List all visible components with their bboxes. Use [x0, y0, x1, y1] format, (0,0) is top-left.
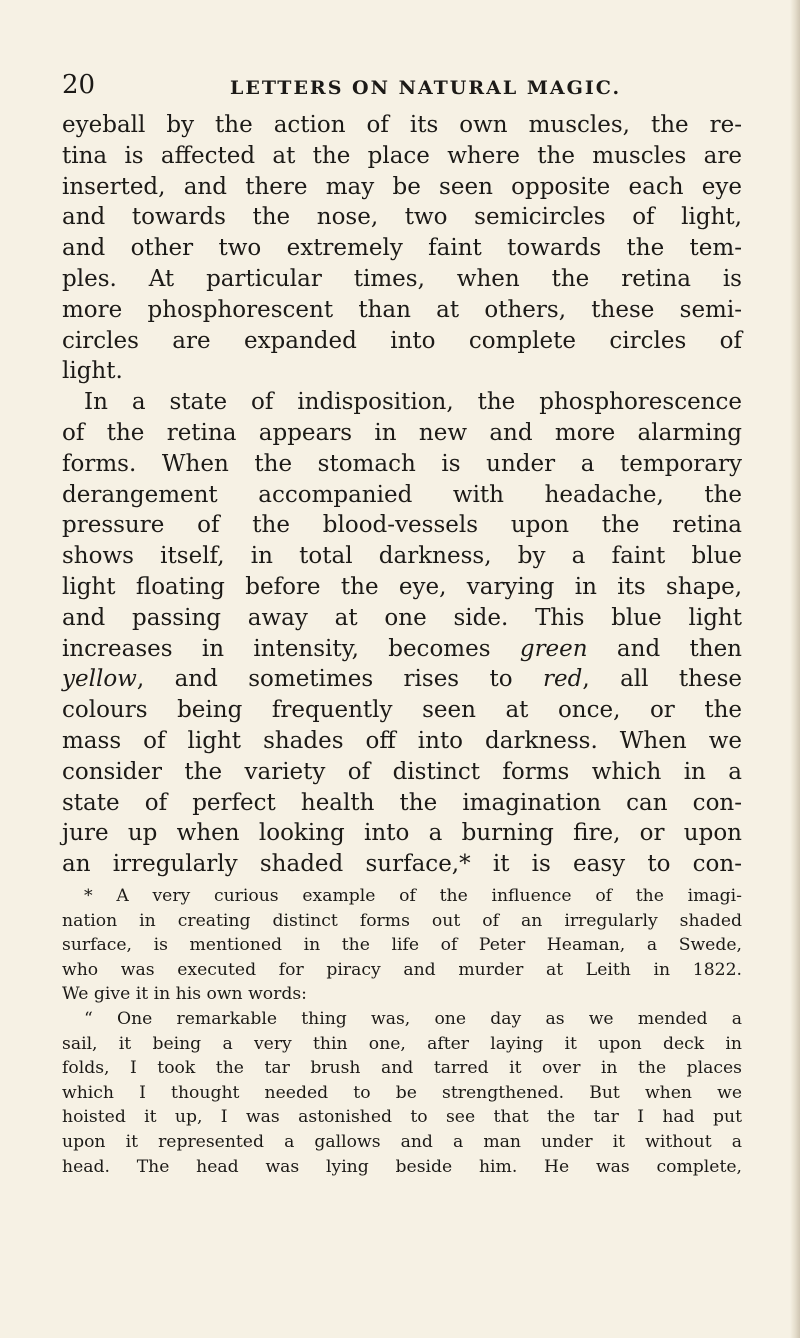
footnote-line: * A very curious example of the influence of the imagi- [84, 886, 742, 906]
text-line: tina is affected at the place where the muscles are [62, 142, 742, 169]
footnote [62, 884, 742, 1179]
footnote-line: folds, I took the tar brush and tarred it over in the places [62, 1058, 742, 1079]
text-line: ples. At particular times, when the retina is [62, 265, 742, 292]
text-line: consider the variety of distinct forms which in a [62, 758, 742, 785]
footnote-line: We give it in his own words: [62, 984, 307, 1005]
footnote-line: surface, is mentioned in the life of Peter Heaman, a Swede, [62, 935, 742, 956]
text-line: and towards the nose, two semicircles of light, [62, 204, 742, 231]
page-header [62, 68, 742, 104]
text-line: light floating before the eye, varying in its shape, [62, 573, 742, 600]
running-head: LETTERS ON NATURAL MAGIC. [230, 77, 622, 99]
text-line: an irregularly shaded surface,* it is easy to con- [62, 851, 742, 878]
footnote-line: nation in creating distinct forms out of an irregularly shaded [62, 910, 742, 931]
footnote-line: who was executed for piracy and murder at Leith in 1822. [62, 959, 742, 980]
footnote-line: hoisted it up, I was astonished to see that the tar I had put [62, 1107, 742, 1128]
text-line: circles are expanded into complete circles of [62, 327, 742, 354]
text-line [62, 664, 742, 695]
text-line: mass of light shades off into darkness. When we [62, 727, 742, 754]
italic-word-green: green [519, 635, 588, 662]
text-line: inserted, and there may be seen opposite each eye [62, 173, 742, 200]
text-segment: increases in intensity, becomes [62, 635, 520, 662]
page-number: 20 [62, 70, 96, 100]
text-line: and other two extremely faint towards the tem- [62, 235, 742, 262]
text-line: shows itself, in total darkness, by a faint blue [62, 543, 742, 570]
text-line: light. [62, 358, 123, 385]
text-segment: , all these [582, 666, 742, 693]
text-line: forms. When the stomach is under a temporary [62, 450, 742, 477]
footnote-line: head. The head was lying beside him. He was complete, [62, 1156, 742, 1177]
text-line: colours being frequently seen at once, or the [62, 697, 742, 724]
text-line: eyeball by the action of its own muscles, the re- [62, 112, 742, 138]
text-segment: and then [587, 635, 742, 662]
text-line: jure up when looking into a burning fire, or upon [62, 820, 742, 847]
text-segment: , and sometimes rises to [136, 666, 544, 693]
text-line: of the retina appears in new and more alarming [62, 419, 742, 446]
text-line: pressure of the blood-vessels upon the retina [62, 512, 742, 539]
page-edge [790, 0, 800, 1338]
footnote-line: which I thought needed to be strengthened. But when we [62, 1082, 742, 1103]
text-line: more phosphorescent than at others, these semi- [62, 296, 742, 323]
footnote-quote-start: “ One remarkable thing was, one day as we mended a [84, 1008, 742, 1029]
body-text [62, 110, 742, 880]
footnote-line: upon it represented a gallows and a man under it without a [62, 1131, 742, 1152]
text-line: state of perfect health the imagination can con- [62, 789, 742, 816]
text-line: derangement accompanied with headache, the [62, 481, 742, 508]
paragraph-start-line: In a state of indisposition, the phosphorescence [84, 389, 742, 416]
footnote-line: sail, it being a very thin one, after laying it upon deck in [62, 1033, 742, 1054]
italic-word-yellow: yellow [62, 666, 137, 693]
text-line [62, 634, 742, 665]
text-line: and passing away at one side. This blue light [62, 604, 742, 631]
italic-word-red: red [543, 666, 583, 693]
